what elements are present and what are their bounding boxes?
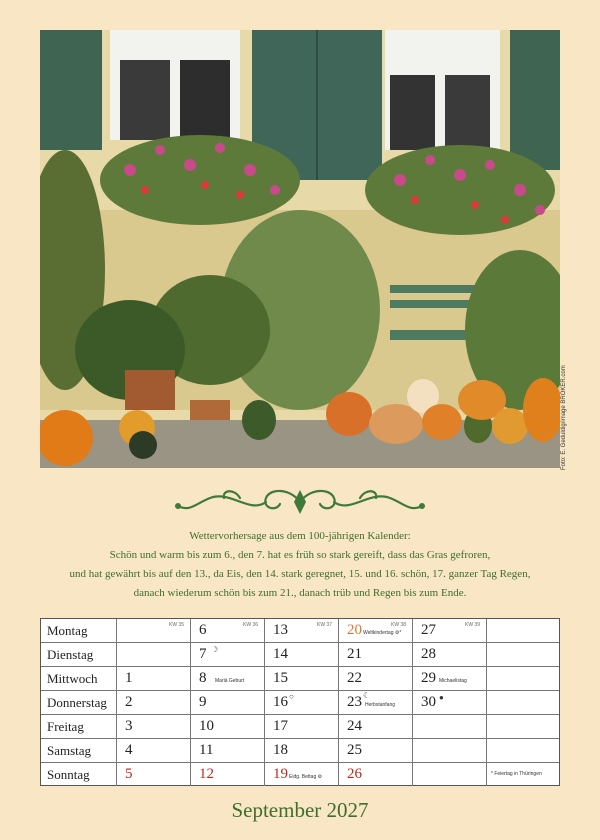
day-number: 8 (199, 670, 207, 686)
day-cell (116, 715, 190, 738)
calendar-row (41, 690, 559, 714)
day-number: 20 (347, 622, 362, 638)
forecast-line: und hat gewährt bis auf den 13., da Eis, den 14. stark geregnet, 15. und 16. schön, 17. ganzer Tag Regen, (69, 568, 531, 580)
day-number: 15 (273, 670, 288, 686)
day-number: 18 (273, 742, 288, 758)
day-cell (338, 619, 412, 642)
day-cell (338, 715, 412, 738)
weekday-label: Samstag (47, 743, 92, 758)
day-number: 29 (421, 670, 436, 686)
footnote: * Feiertag in Thüringen (491, 771, 542, 777)
day-number: 13 (273, 622, 288, 638)
day-number: 2 (125, 694, 133, 710)
day-cell (264, 691, 338, 714)
day-number: 9 (199, 694, 207, 710)
day-cell (264, 763, 338, 786)
holiday-note: Mariä Geburt (215, 678, 245, 684)
moon-full-icon: ○ (289, 692, 294, 701)
day-number: 3 (125, 718, 133, 734)
day-number: 23 (347, 694, 362, 710)
calendar-row (41, 738, 559, 762)
day-cell (264, 739, 338, 762)
day-cell (116, 763, 190, 786)
day-cell (412, 691, 486, 714)
day-number: 17 (273, 718, 288, 734)
day-number: 27 (421, 622, 436, 638)
weekday-label: Montag (47, 623, 88, 638)
day-number: 28 (421, 646, 436, 662)
calendar-row (41, 642, 559, 666)
calendar-grid (40, 618, 560, 786)
day-number: 6 (199, 622, 207, 638)
weekday-label: Donnerstag (47, 695, 107, 710)
day-cell (412, 739, 486, 762)
holiday-note: Herbstanfang (365, 702, 396, 708)
day-number: 19 (273, 766, 288, 782)
day-cell (412, 715, 486, 738)
moon-last-quarter-icon: ☾ (363, 691, 371, 700)
day-number: 22 (347, 670, 362, 686)
day-number: 1 (125, 670, 133, 686)
day-cell (264, 643, 338, 666)
day-cell (190, 739, 264, 762)
day-cell (338, 739, 412, 762)
day-cell (338, 691, 412, 714)
day-cell (412, 619, 486, 642)
day-number: 26 (347, 766, 362, 782)
forecast-line: danach wiederum schön bis zum 21., danach trüb und Regen bis zum Ende. (133, 587, 467, 599)
weekday-label: Freitag (47, 719, 84, 734)
forecast-line: Schön und warm bis zum 6., den 7. hat es früh so stark gereift, dass das Gras gefroren, (109, 549, 491, 561)
day-number: 24 (347, 718, 362, 734)
day-cell (486, 667, 559, 690)
day-number: 11 (199, 742, 214, 758)
day-cell (190, 763, 264, 786)
day-cell (412, 643, 486, 666)
day-cell (338, 643, 412, 666)
calendar-row (41, 762, 559, 786)
weekday-label: Sonntag (47, 767, 90, 782)
calendar-photo (40, 30, 560, 468)
day-cell (486, 739, 559, 762)
day-cell (412, 763, 486, 786)
day-cell (190, 691, 264, 714)
day-cell (264, 667, 338, 690)
day-number: 7 (199, 646, 207, 662)
day-cell (190, 715, 264, 738)
decorative-ornament (170, 484, 430, 520)
day-cell (486, 691, 559, 714)
day-number: 21 (347, 646, 362, 662)
day-cell (116, 643, 190, 666)
day-cell (116, 667, 190, 690)
month-title: September 2027 (231, 798, 369, 822)
week-number: KW 37 (316, 622, 332, 628)
day-cell (412, 667, 486, 690)
holiday-note: Michaelistag (439, 678, 467, 684)
day-cell (116, 691, 190, 714)
day-cell (486, 619, 559, 642)
day-cell (190, 667, 264, 690)
weather-forecast (40, 527, 560, 603)
day-number: 30 (421, 694, 436, 710)
day-number: 14 (273, 646, 288, 662)
week-number: KW 35 (168, 622, 184, 628)
day-cell (486, 643, 559, 666)
day-cell (264, 715, 338, 738)
day-number: 10 (199, 718, 214, 734)
week-number: KW 38 (390, 622, 406, 628)
day-number: 4 (125, 742, 133, 758)
day-cell (116, 739, 190, 762)
calendar-row (41, 714, 559, 738)
week-number: KW 39 (464, 622, 480, 628)
week-number: KW 36 (242, 622, 258, 628)
day-number: 25 (347, 742, 362, 758)
day-cell (116, 619, 190, 642)
photo-credit: Foto: E. Geduldig/image BROKER.com (561, 365, 567, 470)
calendar-row (41, 619, 559, 643)
moon-first-quarter-icon: ☽ (211, 645, 219, 654)
day-cell (190, 643, 264, 666)
day-number: 16 (273, 694, 288, 710)
day-cell (264, 619, 338, 642)
day-cell (338, 763, 412, 786)
day-number: 12 (199, 766, 214, 782)
holiday-note: Eidg. Bettag ⚙ (289, 774, 323, 780)
day-cell (190, 619, 264, 642)
day-cell (486, 715, 559, 738)
forecast-line: Wettervorhersage aus dem 100-jährigen Kalender: (189, 530, 411, 542)
weekday-label: Mittwoch (47, 671, 98, 686)
day-cell (486, 763, 559, 786)
moon-new-icon: ● (439, 693, 444, 702)
holiday-note: Weltkindertag ⚙* (363, 630, 402, 636)
day-cell (338, 667, 412, 690)
day-number: 5 (125, 766, 133, 782)
weekday-label: Dienstag (47, 647, 94, 662)
calendar-row (41, 666, 559, 690)
